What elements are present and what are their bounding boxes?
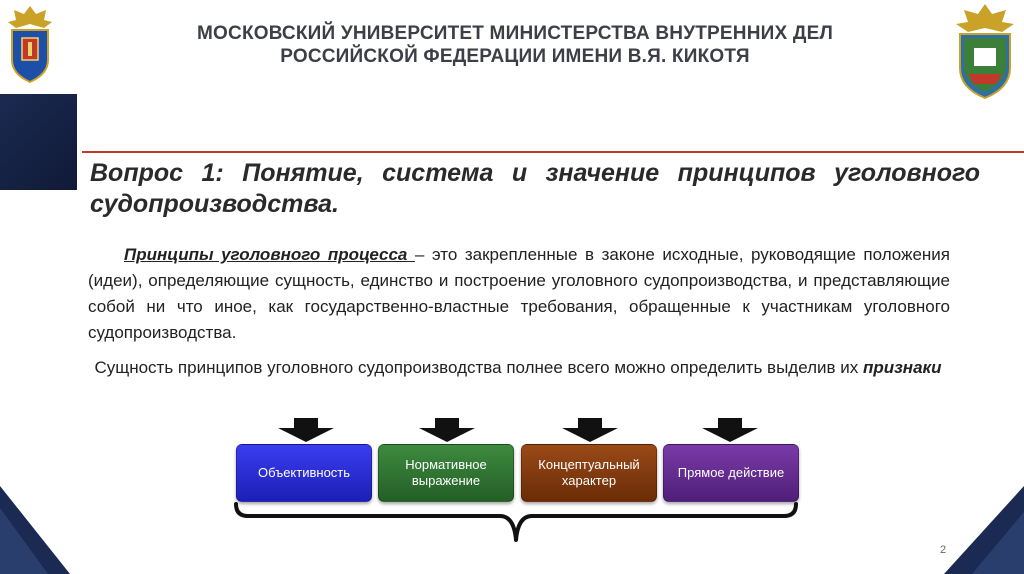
red-divider	[82, 151, 1024, 153]
corner-decoration-icon	[0, 486, 70, 574]
corner-decoration-icon	[944, 486, 1024, 574]
down-arrow-icon	[560, 418, 620, 442]
essence-text: Сущность принципов уголовного судопроизводства полнее всего можно определить выделив их	[94, 358, 863, 377]
mvd-emblem-icon	[2, 2, 58, 86]
essence-emphasis: признаки	[862, 358, 942, 377]
question-heading: Вопрос 1: Понятие, система и значение принципов уголовного судопроизводства.	[90, 159, 980, 218]
down-arrow-icon	[276, 418, 336, 442]
essence-paragraph	[78, 355, 958, 381]
feature-normative-expression	[378, 444, 514, 502]
university-title-line1: МОСКОВСКИЙ УНИВЕРСИТЕТ МИНИСТЕРСТВА ВНУТРЕННИХ ДЕЛ	[197, 23, 833, 44]
definition-paragraph	[88, 242, 950, 346]
feature-direct-action	[663, 444, 799, 502]
university-emblem-icon	[950, 2, 1020, 102]
university-title-line2: РОССИЙСКОЙ ФЕДЕРАЦИИ ИМЕНИ В.Я. КИКОТЯ	[280, 46, 750, 67]
page-number: 2	[940, 544, 947, 556]
definition-term: Принципы уголовного процесса	[124, 245, 415, 264]
feature-label: Прямое действие	[677, 465, 785, 480]
feature-label: Нормативное выражение	[405, 457, 487, 488]
down-arrow-icon	[417, 418, 477, 442]
down-arrow-icon	[700, 418, 760, 442]
feature-conceptual-character	[521, 444, 657, 502]
feature-objectivity	[236, 444, 372, 502]
university-title	[110, 22, 920, 68]
definition-text: – это закрепленные в законе исходные, руководящие положения (идеи), определяющие сущность, единство и построение уголовного судопроизводства, и представляющие собой ни что иное, как государственно-властные требования, обращенные к участникам уголовного судопроизводства.	[88, 245, 950, 342]
feature-label: Объективность	[257, 465, 351, 480]
feature-label: Концептуальный характер	[538, 457, 640, 488]
curly-brace-icon	[230, 500, 802, 544]
navy-accent-block	[0, 94, 77, 190]
